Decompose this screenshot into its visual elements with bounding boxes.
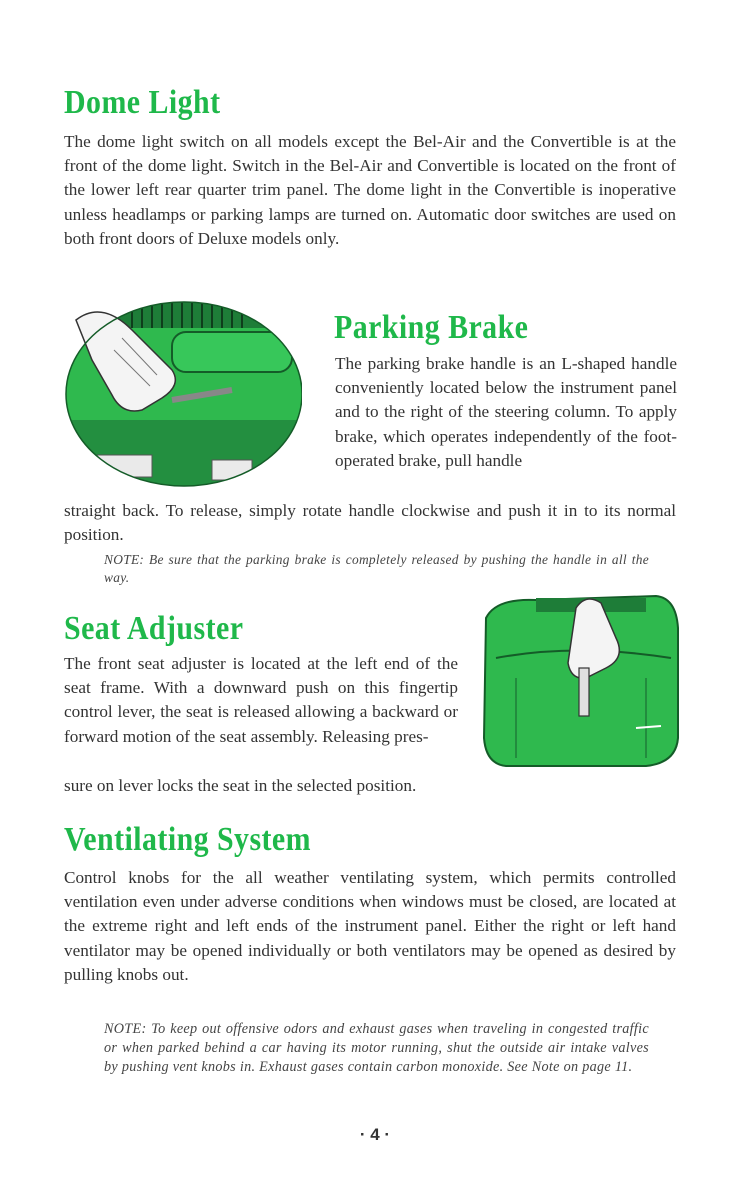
seat-adjuster-heading: Seat Adjuster — [64, 610, 244, 647]
parking-brake-illustration — [62, 290, 302, 490]
seat-adjuster-text-side: The front seat adjuster is located at the left end of the seat frame. With a downward push on this fingertip control lever, the seat is released allowing a backward or forward motion of the seat assembly. Releasing pres- — [64, 654, 458, 746]
dome-light-text: The dome light switch on all models except the Bel-Air and the Convertible is at the front of the dome light. Switch in the Bel-Air and Convertible is located on the front of the lower left rear quarter trim panel. The dome light in the Convertible is inoperative unless headlamps or parking lamps are turned on. Automatic door switches are used on both front doors of Deluxe models only. — [64, 132, 676, 248]
dome-light-heading: Dome Light — [64, 84, 221, 121]
ventilating-system-heading: Ventilating System — [64, 821, 312, 858]
ventilating-system-text: Control knobs for the all weather ventilating system, which permits controlled ventilation even under adverse conditions when windows must be closed, are located at the extreme right and left ends of the instrument panel. Either the right or left hand ventilator may be opened individually or both ventilators may be opened as desired by pulling knobs out. — [64, 868, 676, 984]
seat-adjuster-text-full: sure on lever locks the seat in the selected position. — [64, 776, 417, 795]
parking-brake-note: NOTE: Be sure that the parking brake is completely released by pushing the handle in all the way. — [104, 552, 649, 585]
parking-brake-text-full: straight back. To release, simply rotate handle clockwise and push it in to its normal position. — [64, 501, 676, 545]
seat-adjuster-illustration — [476, 588, 686, 773]
page-number: · 4 · — [359, 1125, 391, 1144]
parking-brake-text-side: The parking brake handle is an L-shaped handle conveniently located below the instrument panel and to the right of the steering column. To apply brake, which operates independently of the foot-operated brake, pull handle — [335, 354, 677, 470]
ventilating-system-note: NOTE: To keep out offensive odors and exhaust gases when traveling in congested traffic or when parked behind a car having its motor running, shut the outside air intake valves by pushing vent knobs in. Exhaust gases contain carbon monoxide. See Note on page 11. — [104, 1021, 649, 1075]
parking-brake-heading: Parking Brake — [334, 309, 529, 346]
